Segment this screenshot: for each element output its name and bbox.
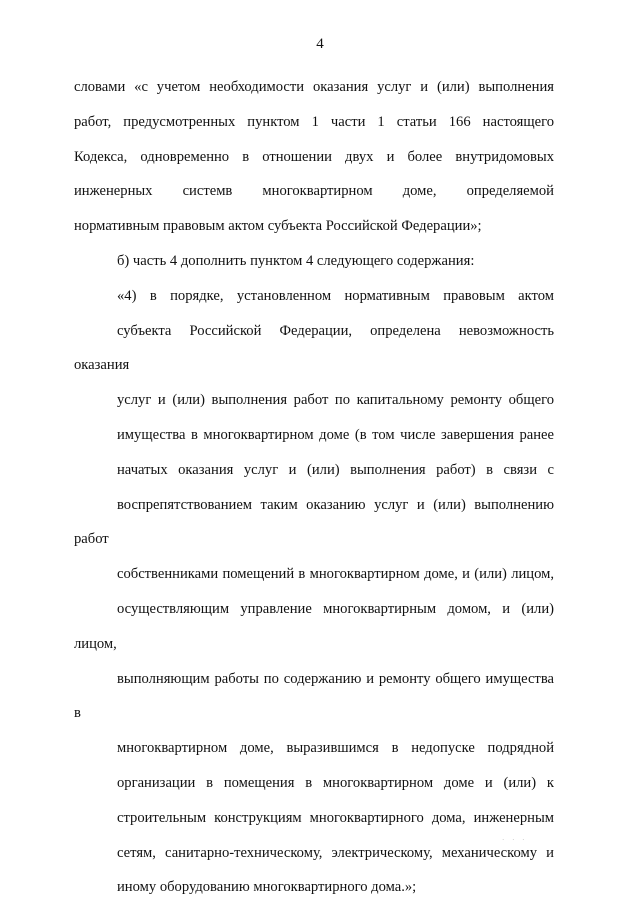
text-line: инженерных системв многоквартирном доме, определяемой bbox=[74, 183, 554, 200]
paragraph bbox=[74, 70, 554, 244]
text-line: выполняющим работы по содержанию и ремонту общего имущества в bbox=[74, 670, 554, 722]
text-line: услуг и (или) выполнения работ по капитальному ремонту общего bbox=[117, 392, 554, 409]
text-line: словами «с учетом необходимости оказания услуг и (или) выполнения bbox=[74, 79, 554, 95]
text-line: Кодекса, одновременно в отношении двух и более внутридомовых bbox=[74, 148, 554, 165]
text-line: работ, предусмотренных пунктом 1 части 1 статьи 166 настоящего bbox=[74, 113, 554, 130]
scan-mark: · · · bbox=[502, 836, 528, 844]
text-line: иному оборудованию многоквартирного дома.»; bbox=[117, 879, 417, 896]
text-line: субъекта Российской Федерации, определена невозможность оказания bbox=[74, 322, 554, 374]
text-line: собственниками помещений в многоквартирном доме, и (или) лицом, bbox=[117, 566, 554, 583]
text-line: строительным конструкциям многоквартирного дома, инженерным bbox=[117, 809, 554, 826]
text-line: многоквартирном доме, выразившимся в недопуске подрядной bbox=[117, 740, 554, 757]
text-line: б) часть 4 дополнить пунктом 4 следующего содержания: bbox=[117, 252, 475, 269]
text-line: воспрепятствованием таким оказанию услуг и (или) выполнению работ bbox=[74, 496, 554, 548]
text-line: организации в помещения в многоквартирном доме и (или) к bbox=[117, 774, 554, 791]
paragraph bbox=[74, 279, 554, 905]
text-line: осуществляющим управление многоквартирным домом, и (или) лицом, bbox=[74, 600, 554, 652]
body-text bbox=[74, 70, 554, 905]
text-line: начатых оказания услуг и (или) выполнения работ) в связи с bbox=[117, 461, 554, 478]
page-number: 4 bbox=[316, 36, 324, 52]
text-line: сетям, санитарно-техническому, электрическому, механическому и bbox=[117, 844, 554, 861]
text-line: имущества в многоквартирном доме (в том числе завершения ранее bbox=[117, 426, 554, 443]
text-line: нормативным правовым актом субъекта Российской Федерации»; bbox=[74, 218, 482, 235]
text-line: «4) в порядке, установленном нормативным правовым актом bbox=[117, 287, 554, 304]
paragraph bbox=[74, 244, 554, 279]
